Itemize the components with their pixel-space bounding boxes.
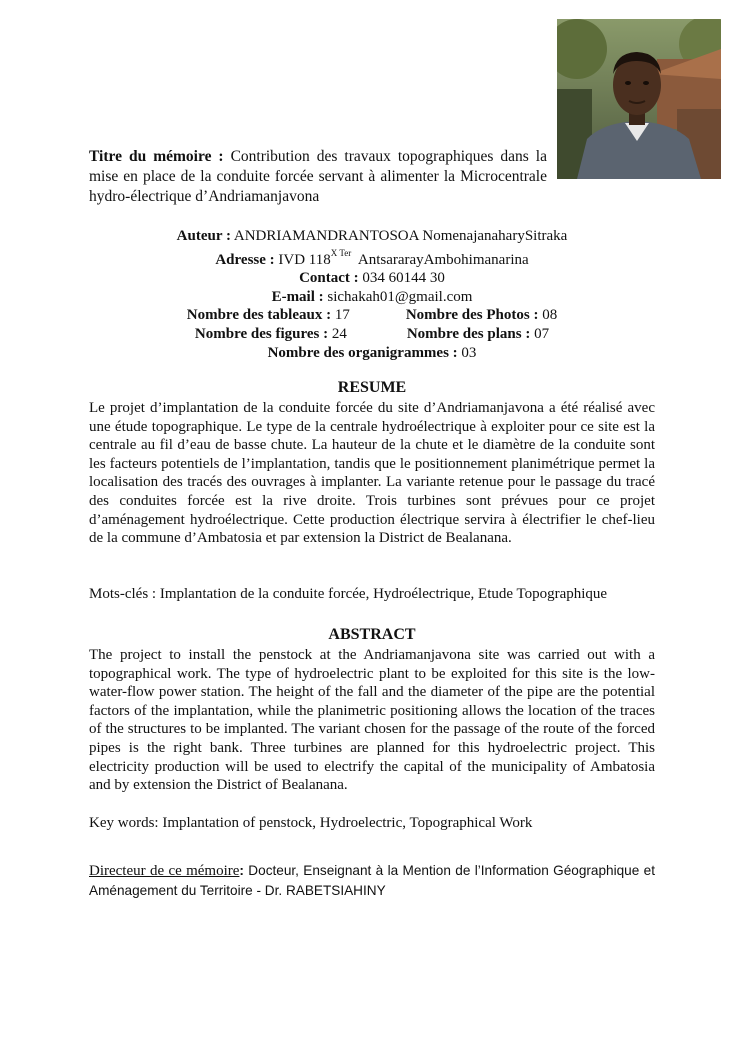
plans-value: 07 <box>530 325 550 342</box>
photos-label: Nombre des Photos : <box>405 307 539 324</box>
email-label: E-mail : <box>271 288 324 305</box>
director-text: Docteur, Enseignant à la Mention de l’Information Géographique et Aménagement du Territoire - Dr. RABETSIAHINY <box>89 863 655 898</box>
contact-label: Contact : <box>299 270 359 287</box>
charts-label: Nombre des organigrammes : <box>267 344 458 361</box>
resume-heading: RESUME <box>337 379 407 396</box>
director-label: Directeur de ce mémoire <box>89 863 240 879</box>
contact-row <box>89 269 655 288</box>
author-row <box>89 227 655 246</box>
abstract-keywords: Key words: Implantation of penstock, Hydroelectric, Topographical Work <box>89 815 533 831</box>
director-colon: : <box>239 863 244 878</box>
author-photo <box>557 19 721 179</box>
address-value: IVD 118 <box>274 251 331 268</box>
charts-value: 03 <box>457 344 477 361</box>
email-row <box>89 288 655 307</box>
thesis-title-text: Contribution des travaux topographiques dans la mise en place de la conduite forcée servant à alimenter la Microcentrale hydro-électrique d’Andriamanjavona <box>89 148 547 205</box>
abstract-heading: ABSTRACT <box>328 626 416 643</box>
thesis-director <box>89 861 655 901</box>
thesis-title <box>89 147 547 207</box>
email-value: sichakah01@gmail.com <box>323 288 473 305</box>
contact-value: 034 60144 30 <box>358 270 445 287</box>
charts-row <box>89 344 655 363</box>
address-sup: X Ter <box>330 247 352 258</box>
photos-value: 08 <box>538 307 558 324</box>
tables-label: Nombre des tableaux : <box>186 307 332 324</box>
tables-photos-row <box>89 306 655 325</box>
plans-label: Nombre des plans : <box>406 325 531 342</box>
author-value: ANDRIAMANDRANTOSOA NomenajanaharySitraka <box>230 228 568 244</box>
figures-value: 24 <box>328 325 347 342</box>
author-portrait-image <box>557 19 721 179</box>
address-rest: AntsararayAmbohimanarina <box>351 251 529 268</box>
address-row <box>89 246 655 270</box>
thesis-title-label: Titre du mémoire : <box>89 148 224 165</box>
thesis-metadata <box>89 227 655 362</box>
tables-value: 17 <box>331 307 350 324</box>
resume-body: Le projet d’implantation de la conduite forcée du site d’Andriamanjavona a été réalisé avec une étude topographique. Le type de la centrale hydroélectrique à exploiter pour ce site est la centrale au fil d’eau de basse chute. La hauteur de la chute et le diamètre de la conduite sont les facteurs potentiels de l’implantation, tandis que le positionnement planimétrique permet la localisation des tracés des ouvrages à implanter. La variante retenue pour le passage du tracé des conduites forcée est la rive droite. Trois turbines sont prévues pour ce projet d’aménagement hydroélectrique. Cette production électrique servira à électrifier le chef-lieu de la commune d’Ambatosia et par extension la District de Bealanana. <box>89 400 655 547</box>
figures-plans-row <box>89 325 655 344</box>
author-label: Auteur : <box>176 228 231 244</box>
abstract-body: The project to install the penstock at the Andriamanjavona site was carried out with a topographical work. The type of hydroelectric plant to be exploited for this site is the low-water-flow power station. The height of the fall and the diameter of the pipe are the potential factors of the implantation, while the planimetric positioning allows the location of the traces of the structures to be implanted. The variant chosen for the passage of the route of the forced pipes is the right bank. Three turbines are planned for this hydroelectric project. This electricity production will be used to electrify the capital of the municipality of Ambatosia and by extension the District of Bealanana. <box>89 647 655 794</box>
figures-label: Nombre des figures : <box>194 325 329 342</box>
resume-keywords: Mots-clés : Implantation de la conduite forcée, Hydroélectrique, Etude Topographique <box>89 586 608 602</box>
address-label: Adresse : <box>215 251 275 268</box>
